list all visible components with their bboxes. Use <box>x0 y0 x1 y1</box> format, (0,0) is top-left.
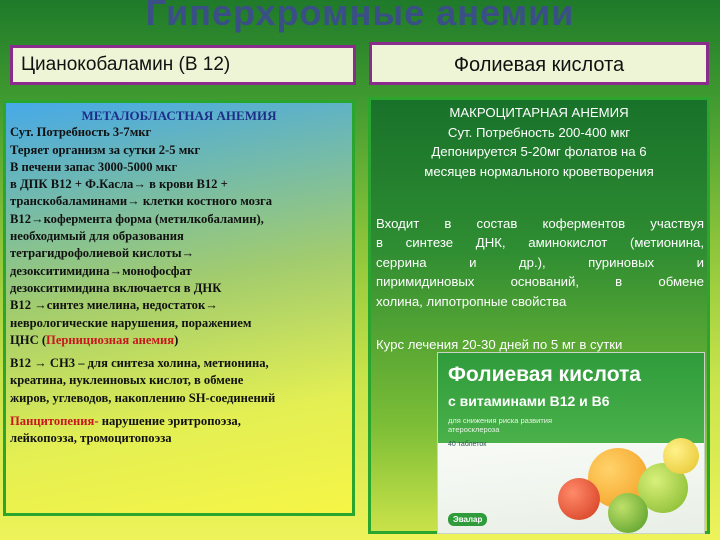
pancytopenia-line <box>10 413 348 430</box>
treatment-course: Курс лечения 20-30 дней по 5 мг в сутки <box>376 337 623 352</box>
package-brand: Эвалар <box>448 513 487 526</box>
folic-para-line: холина, липотропные свойства <box>376 293 567 309</box>
b12-line: В12→кофермента форма (метилкобаламин), <box>10 211 264 226</box>
b12-line: неврологические нарушения, поражением <box>10 315 252 330</box>
b12-line: дезокситимидина включается в ДНК <box>10 280 222 295</box>
folic-line: Сут. Потребность 200-400 мкг <box>447 124 631 140</box>
cns-line <box>10 332 348 349</box>
b12-line: Сут. Потребность 3-7мкг <box>10 125 152 140</box>
folic-function-paragraph <box>376 214 704 311</box>
b12-line: необходимый для образования <box>10 229 184 244</box>
folic-line: месяцев нормального кроветворения <box>424 163 654 179</box>
pancytopenia-label: Панцитопения- <box>10 414 99 429</box>
pancytopenia-text: нарушение эритропоэза, <box>98 414 241 429</box>
b12-line: дезокситимидина→монофосфат <box>10 263 192 278</box>
megaloblastic-anemia-title: МЕТАЛОБЛАСТНАЯ АНЕМИЯ <box>81 108 277 123</box>
b12-line: В12 →синтез миелина, недостаток→ <box>10 298 218 313</box>
folic-acid-header <box>369 42 709 85</box>
b12-line: тетрагидрофолиевой кислоты→ <box>10 246 195 261</box>
folic-line: Депонируется 5-20мг фолатов на 6 <box>431 144 647 159</box>
b12-line: креатина, нуклеиновых кислот, в обмене <box>10 373 244 388</box>
cns-prefix: ЦНС ( <box>10 332 47 347</box>
pernicious-anemia-label: Пернициозная анемия <box>46 332 175 347</box>
b12-line: В печени запас 3000-5000 мкг <box>10 159 178 174</box>
package-count: 40 таблеток <box>448 441 487 448</box>
fruit-red <box>558 478 600 520</box>
b12-line: в ДПК В12 + Ф.Касла→ в крови В12 + <box>10 177 228 192</box>
cyanocobalamin-header-text: Цианокобаламин (В 12) <box>21 54 231 75</box>
b12-line: жиров, углеводов, накоплению SH-соединений <box>10 390 276 405</box>
folic-summary <box>371 103 707 181</box>
pancytopenia-line-2: лейкопоэза, тромоцитопоэза <box>10 431 172 446</box>
fruit-yellow <box>663 438 699 474</box>
folic-para-line: пиримидиновых оснований, в обмене <box>376 274 704 290</box>
cns-suffix: ) <box>174 332 179 347</box>
fruit-green <box>608 493 648 533</box>
cyanocobalamin-header <box>10 45 356 85</box>
folic-acid-header-text: Фолиевая кислота <box>453 54 625 76</box>
package-title: Фолиевая кислота <box>448 363 641 386</box>
b12-line: Теряет организм за сутки 2-5 мкг <box>10 142 201 157</box>
b12-line: транскобаламинами→ клетки костного мозга <box>10 194 273 209</box>
slide-title: Гиперхромные анемии <box>145 0 575 33</box>
b12-line: В12 → СН3 – для синтеза холина, метионина, <box>10 356 269 371</box>
folic-para-line: в синтезе ДНК, аминокислот (метионина, <box>376 235 704 251</box>
b12-info-box <box>3 100 355 516</box>
macrocytic-anemia-title: МАКРОЦИТАРНАЯ АНЕМИЯ <box>449 105 629 120</box>
package-subtitle: с витаминами В12 и В6 <box>448 393 610 409</box>
folic-para-line: серрина и др.), пуриновых и <box>376 254 704 270</box>
folic-para-line: Входит в состав коферментов участвуя <box>376 216 704 231</box>
folic-acid-package-image <box>437 352 705 534</box>
package-info: для снижения риска развития атеросклероза <box>448 416 553 434</box>
